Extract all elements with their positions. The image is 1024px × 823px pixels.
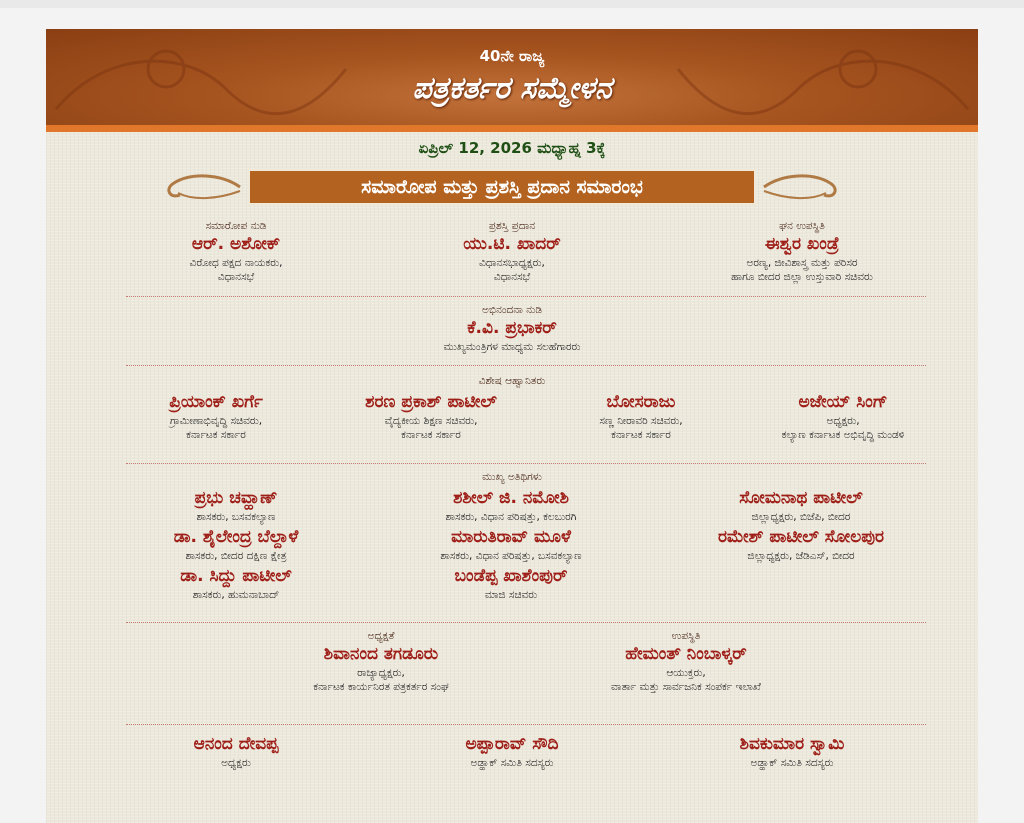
guest-name: ಯು.ಟಿ. ಖಾದರ್ bbox=[463, 234, 561, 255]
guest-designation: ಶಾಸಕರು, ಬಸವಕಲ್ಯಾಣ bbox=[196, 510, 276, 523]
guest-designation: ಸಣ್ಣ ನೀರಾವರಿ ಸಚಿವರು, bbox=[599, 414, 683, 427]
guest-designation: ಕರ್ನಾಟಕ ಕಾರ್ಯನಿರತ ಪತ್ರಕರ್ತರ ಸಂಘ bbox=[313, 681, 449, 694]
guest-designation: ಜಿಲ್ಲಾಧ್ಯಕ್ಷರು, ಜೆಡಿಎಸ್, ಬೀದರ bbox=[747, 550, 855, 563]
guest-name: ಶಶೀಲ್ ಜಿ. ನಮೋಶಿ bbox=[453, 488, 569, 508]
guest-designation: ಗ್ರಾಮೀಣಾಭಿವೃದ್ಧಿ ಸಚಿವರು, bbox=[169, 414, 263, 427]
chief-guests-right-column bbox=[666, 487, 936, 563]
guest-designation: ಜಿಲ್ಲಾಧ್ಯಕ್ಷರು, ಬಿಜೆಪಿ, ಬೀದರ bbox=[751, 510, 851, 523]
right-flourish-icon bbox=[762, 169, 844, 205]
guest-designation: ವಾರ್ತಾ ಮತ್ತು ಸಾರ್ವಜನಿಕ ಸಂಪರ್ಕ ಇಲಾಖೆ bbox=[611, 681, 761, 694]
banner-title: ಪತ್ರಕರ್ತರ ಸಮ್ಮೇಳನ bbox=[412, 71, 612, 106]
guest-designation: ಆಯುಕ್ತರು, bbox=[666, 667, 706, 680]
guest-name: ಪ್ರಭು ಚವ್ಹಾಣ್ bbox=[194, 488, 278, 508]
guest-designation: ಅರಣ್ಯ, ಜೀವಿಶಾಸ್ತ್ರ ಮತ್ತು ಪರಿಸರ bbox=[746, 257, 858, 270]
guest-designation: ವಿಧಾನಸಭೆ bbox=[217, 271, 255, 284]
guest-name: ಆರ್. ಅಶೋಕ್ bbox=[191, 234, 281, 255]
guest-block-shivakumar-swamy bbox=[682, 733, 902, 770]
chief-guests-heading: ಮುಖ್ಯ ಅತಿಥಿಗಳು bbox=[482, 471, 542, 483]
guest-designation: ಕರ್ನಾಟಕ ಸರ್ಕಾರ bbox=[401, 429, 461, 442]
section-divider bbox=[126, 296, 926, 297]
special-invitees-heading: ವಿಶೇಷ ಆಹ್ವಾನಿತರು bbox=[478, 375, 546, 387]
guest-designation: ಕರ್ನಾಟಕ ಸರ್ಕಾರ bbox=[186, 429, 246, 442]
role-label: ಅಭಿನಂದನಾ ನುಡಿ bbox=[482, 304, 542, 316]
guest-designation: ಅಧ್ಯಕ್ಷರು bbox=[221, 756, 251, 769]
guest-name: ರಮೇಶ್ ಪಾಟೀಲ್ ಸೋಲಪುರ bbox=[717, 527, 885, 548]
guest-designation: ವಿರೋಧ ಪಕ್ಷದ ನಾಯಕರು, bbox=[189, 257, 283, 270]
chief-guests-center-column bbox=[376, 487, 646, 602]
guest-name: ಸೋಮನಾಥ ಪಾಟೀಲ್ bbox=[739, 488, 863, 508]
guest-block-anand-devappa bbox=[136, 733, 336, 770]
guest-block-prabhakar bbox=[362, 303, 662, 354]
guest-name: ಪ್ರಿಯಾಂಕ್ ಖರ್ಗೆ bbox=[169, 392, 263, 412]
role-label: ಸಮಾರೋಪ ನುಡಿ bbox=[205, 220, 267, 232]
guest-name: ಡಾ. ಸಿದ್ದು ಪಾಟೀಲ್ bbox=[180, 566, 292, 587]
guest-designation: ವೈದ್ಯಕೀಯ ಶಿಕ್ಷಣ ಸಚಿವರು, bbox=[384, 414, 478, 427]
guest-name: ಅಜೇಯ್ ಸಿಂಗ್ bbox=[798, 392, 888, 412]
guest-designation: ಅಡ್ಹಾಕ್ ಸಮಿತಿ ಸದಸ್ಯರು bbox=[750, 756, 834, 769]
guest-name: ಅಪ್ಪಾರಾವ್ ಸೌದಿ bbox=[465, 734, 559, 754]
guest-block-ajay-singh bbox=[736, 391, 950, 442]
role-label: ಪ್ರಶಸ್ತಿ ಪ್ರದಾನ bbox=[488, 220, 536, 232]
guest-block-nimbalkar bbox=[536, 629, 836, 694]
guest-name: ಹೇಮಂತ್ ನಿಂಬಾಳ್ಕರ್ bbox=[625, 644, 747, 665]
chief-guests-left-column bbox=[116, 487, 356, 602]
guest-designation: ಅಡ್ಹಾಕ್ ಸಮಿತಿ ಸದಸ್ಯರು bbox=[470, 756, 554, 769]
role-label: ಉಪಸ್ಥಿತಿ bbox=[671, 630, 701, 642]
guest-block-sharan-patil bbox=[316, 391, 546, 442]
guest-name: ಮಾರುತಿರಾವ್ ಮೂಳೆ bbox=[451, 527, 571, 548]
guest-designation: ಶಾಸಕರು, ಬೀದರ ದಕ್ಷಿಣ ಕ್ಷೇತ್ರ bbox=[185, 550, 287, 563]
guest-block-apparao-saudi bbox=[412, 733, 612, 770]
role-label: ಅಧ್ಯಕ್ಷತೆ bbox=[367, 630, 395, 642]
guest-name: ಬಂಡೆಪ್ಪ ಖಾಶೆಂಪುರ್ bbox=[454, 566, 568, 587]
role-label: ಘನ ಉಪಸ್ಥಿತಿ bbox=[779, 220, 825, 232]
guest-name: ಡಾ. ಶೈಲೇಂದ್ರ ಬೆಲ್ದಾಳೆ bbox=[173, 527, 299, 548]
guest-designation: ವಿಧಾನಸಭಾಧ್ಯಕ್ಷರು, bbox=[479, 257, 545, 270]
guest-block-tagaduru bbox=[246, 629, 516, 694]
edition-label: 40ನೇ ರಾಜ್ಯ bbox=[479, 47, 545, 65]
guest-name: ಶರಣ ಪ್ರಕಾಶ್ ಪಾಟೀಲ್ bbox=[365, 392, 497, 412]
event-date: ಏಪ್ರಿಲ್ 12, 2026 ಮಧ್ಯಾಹ್ನ 3ಕ್ಕೆ bbox=[418, 139, 606, 157]
guest-block-bosaraju bbox=[546, 391, 736, 442]
browser-top-bar bbox=[0, 0, 1024, 8]
guest-designation: ಮಾಜಿ ಸಚಿವರು bbox=[484, 589, 538, 602]
ceremony-title-ribbon: ಸಮಾರೋಪ ಮತ್ತು ಪ್ರಶಸ್ತಿ ಪ್ರದಾನ ಸಮಾರಂಭ bbox=[248, 169, 756, 205]
guest-name: ಈಶ್ವರ ಖಂಡ್ರೆ bbox=[764, 234, 840, 255]
guest-name: ಕೆ.ವಿ. ಪ್ರಭಾಕರ್ bbox=[467, 318, 557, 339]
guest-designation: ಶಾಸಕರು, ವಿಧಾನ ಪರಿಷತ್ತು, ಬಸವಕಲ್ಯಾಣ bbox=[440, 550, 582, 563]
guest-designation: ರಾಜ್ಯಾಧ್ಯಕ್ಷರು, bbox=[357, 667, 405, 680]
guest-designation: ಕಲ್ಯಾಣ ಕರ್ನಾಟಕ ಅಭಿವೃದ್ಧಿ ಮಂಡಳಿ bbox=[781, 429, 905, 442]
left-flourish-icon bbox=[160, 169, 242, 205]
guest-designation: ಶಾಸಕರು, ವಿಧಾನ ಪರಿಷತ್ತು, ಕಲಬುರಗಿ bbox=[445, 510, 577, 523]
section-divider bbox=[126, 365, 926, 366]
guest-block-khandre bbox=[672, 219, 932, 284]
section-divider bbox=[126, 463, 926, 464]
guest-block-khader bbox=[392, 219, 632, 284]
guest-name: ಆನಂದ ದೇವಪ್ಪ bbox=[193, 734, 279, 754]
guest-designation: ಶಾಸಕರು, ಹುಮನಾಬಾದ್ bbox=[192, 589, 280, 602]
guest-block-kharge bbox=[116, 391, 316, 442]
guest-designation: ವಿಧಾನಸಭೆ bbox=[493, 271, 531, 284]
header-banner bbox=[46, 29, 978, 132]
guest-designation: ಹಾಗೂ ಬೀದರ ಜಿಲ್ಲಾ ಉಸ್ತುವಾರಿ ಸಚಿವರು bbox=[731, 271, 873, 284]
guest-name: ಬೋಸರಾಜು bbox=[606, 392, 676, 412]
guest-name: ಶಿವಕುಮಾರ ಸ್ವಾಮಿ bbox=[739, 734, 845, 754]
guest-designation: ಕರ್ನಾಟಕ ಸರ್ಕಾರ bbox=[611, 429, 671, 442]
guest-block-ashok bbox=[116, 219, 356, 284]
guest-name: ಶಿವಾನಂದ ತಗಡೂರು bbox=[323, 644, 439, 665]
section-divider bbox=[126, 622, 926, 623]
guest-designation: ಅಧ್ಯಕ್ಷರು, bbox=[826, 414, 860, 427]
guest-designation: ಮುಖ್ಯಮಂತ್ರಿಗಳ ಮಾಧ್ಯಮ ಸಲಹೆಗಾರರು bbox=[443, 341, 581, 354]
section-divider bbox=[126, 724, 926, 725]
invitation-card bbox=[46, 29, 978, 823]
